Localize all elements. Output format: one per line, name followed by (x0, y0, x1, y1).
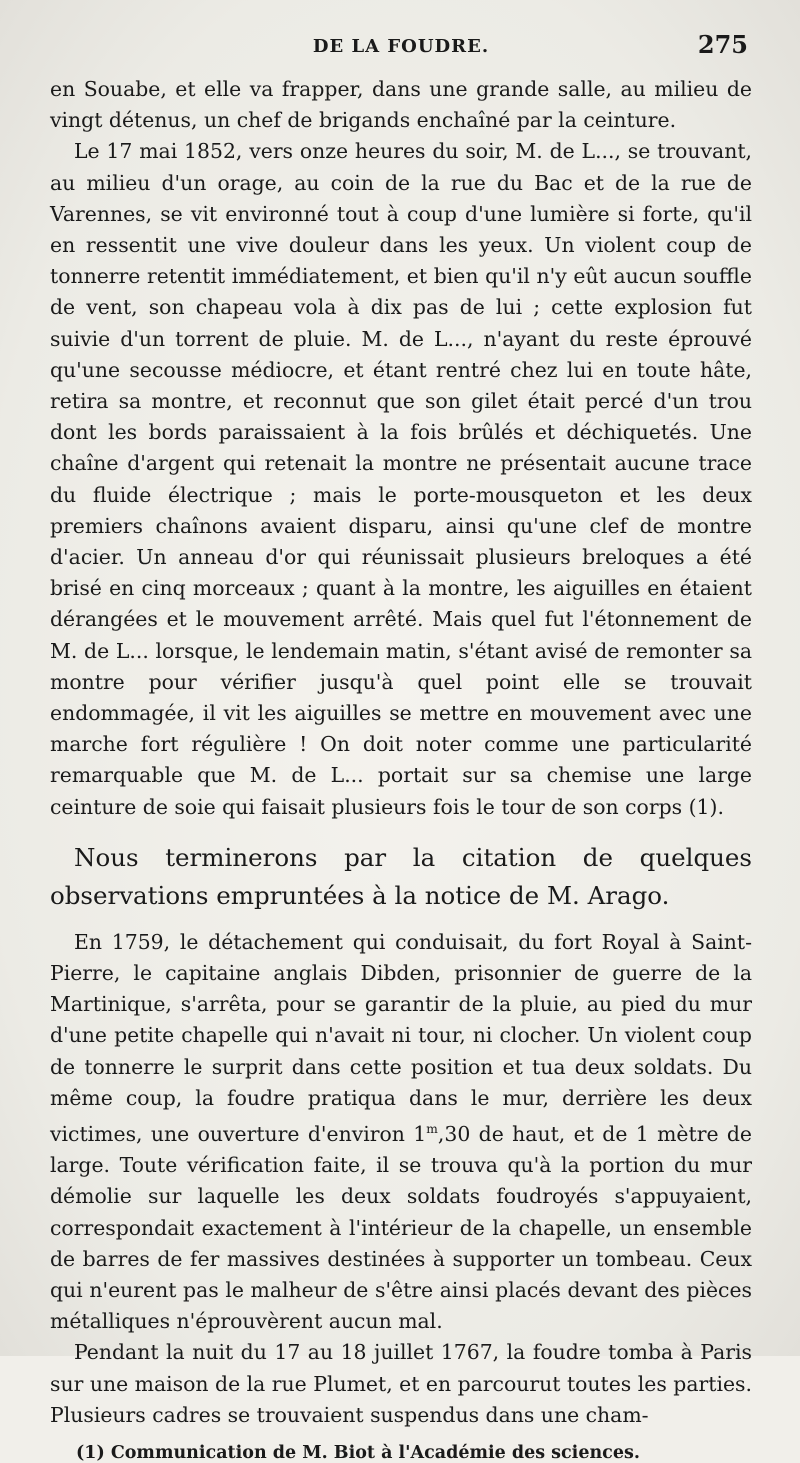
paragraph-1759-part2: ,30 de haut, et de 1 mètre de large. Toute vérification faite, il se trouva qu'à la portion du mur démolie sur laquelle les deux soldats foudroyés s'appuyaient, correspondait exactement à l'intérieur de la chapelle, un ensemble de barres de fer massives destinées à supporter un tombeau. Ceux qui n'eurent pas le malheur de s'être ainsi placés devant des pièces métalliques n'éprouvèrent aucun mal. (50, 1121, 753, 1334)
page-number: 275 (697, 30, 748, 59)
paragraph-continuation: en Souabe, et elle va frapper, dans une grande salle, au milieu de vingt détenus, un chef de brigands enchaîné par la ceinture. (50, 77, 752, 133)
running-title: DE LA FOUDRE. (312, 36, 490, 57)
body-text (50, 74, 752, 1431)
footnote: (1) Communication de M. Biot à l'Académie des sciences. (76, 1442, 640, 1463)
paragraph-1767: Pendant la nuit du 17 au 18 juillet 1767, la foudre tomba à Paris sur une maison de la rue Plumet, et en parcourut toutes les parties. Plusieurs cadres se trouvaient suspendus dans une cham- (50, 1340, 752, 1427)
paragraph-1759 (50, 927, 752, 1337)
paragraph-m-de-l: Le 17 mai 1852, vers onze heures du soir, M. de L..., se trouvant, au milieu d'un orage, au coin de la rue du Bac et de la rue de Varennes, se vit environné tout à coup d'une lumière si forte, qu'il en ressentit une vive douleur dans les yeux. Un violent coup de tonnerre retentit immédiatement, et bien qu'il n'y eût aucun souffle de vent, son chapeau vola à dix pas de lui ; cette explosion fut suivie d'un torrent de pluie. M. de L..., n'ayant du reste éprouvé qu'une secousse médiocre, et étant rentré chez lui en toute hâte, retira sa montre, et reconnut que son gilet était percé d'un trou dont les bords paraissaient à la fois brûlés et déchiquetés. Une chaîne d'argent qui retenait la montre ne présentait aucune trace du fluide électrique ; mais le porte-mousqueton et les deux premiers chaînons avaient disparu, ainsi qu'une clef de montre d'acier. Un anneau d'or qui réunissait plusieurs breloques a été brisé en cinq morceaux ; quant à la montre, les aiguilles en étaient dérangées et le mouvement arrêté. Mais quel fut l'étonnement de M. de L... lorsque, le lendemain matin, s'étant avisé de remonter sa montre pour vérifier jusqu'à quel point elle se trouvait endommagée, il vit les aiguilles se mettre en mouvement avec une marche fort régulière ! On doit noter comme une particularité remarquable que M. de L... portait sur sa chemise une large ceinture de soie qui faisait plusieurs fois le tour de son corps (1). (50, 139, 752, 819)
meter-superscript: m (426, 1122, 438, 1137)
running-head (50, 30, 752, 74)
section-heading: Nous terminerons par la citation de quelques observations empruntées à la notice de M. Arago. (50, 842, 752, 910)
paragraph-1759-part1: En 1759, le détachement qui conduisait, du fort Royal à Saint-Pierre, le capitaine anglais Dibden, prisonnier de guerre de la Martinique, s'arrêta, pour se garantir de la pluie, au pied du mur d'une petite chapelle qui n'avait ni tour, ni clocher. Un violent coup de tonnerre le surprit dans cette position et tua deux soldats. Du même coup, la foudre pratiqua dans le mur, derrière les deux victimes, une ouverture d'environ 1 (50, 929, 752, 1146)
